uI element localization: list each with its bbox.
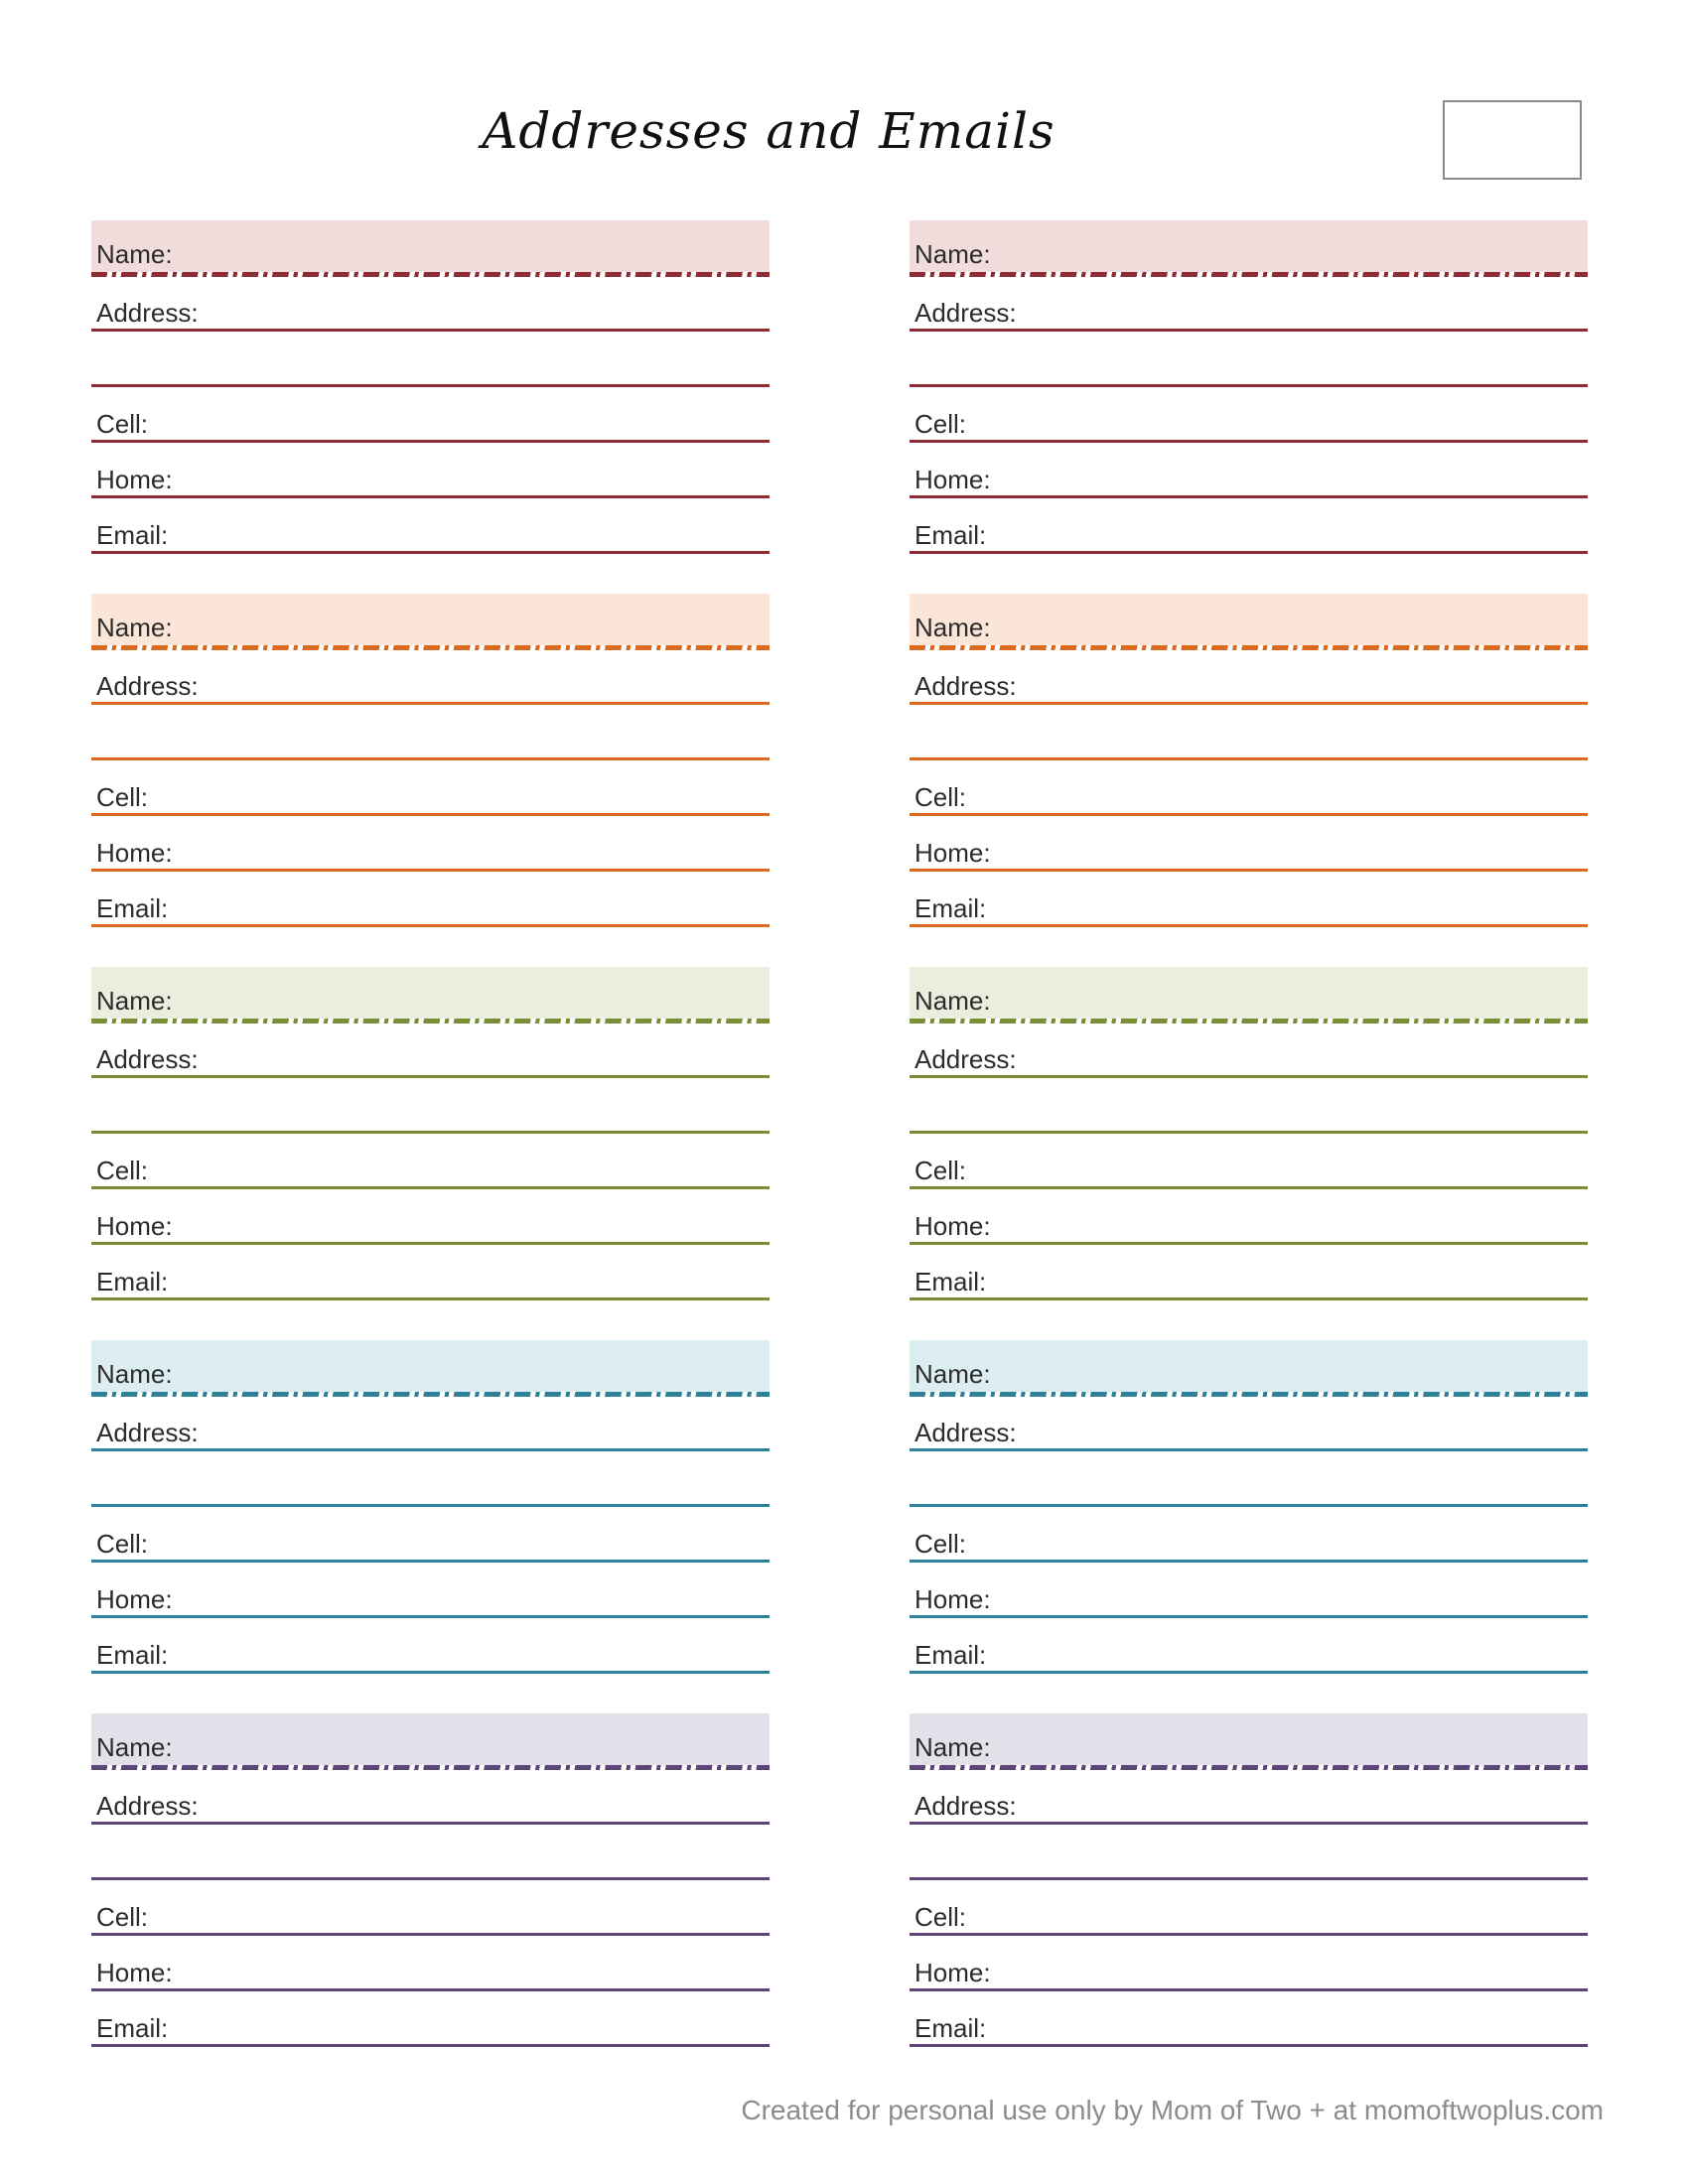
home-field[interactable] [91,443,770,498]
cell-field[interactable] [91,1134,770,1189]
address-line-2-field[interactable] [91,705,770,760]
address-line-2-field[interactable] [910,1825,1588,1880]
cell-label: Cell: [96,409,149,439]
address-field[interactable] [910,1396,1588,1451]
address-line-2-field[interactable] [91,1078,770,1134]
cell-label: Cell: [96,1529,149,1559]
email-field[interactable] [910,1991,1588,2047]
cell-field[interactable] [910,760,1588,816]
name-label: Name: [914,613,991,642]
email-label: Email: [96,520,169,550]
name-label: Name: [96,986,173,1016]
address-field[interactable] [91,1023,770,1078]
home-label: Home: [96,1211,173,1241]
name-field-background [91,1713,770,1765]
name-field[interactable] [910,1340,1588,1396]
home-field[interactable] [910,1189,1588,1245]
name-field[interactable] [91,220,770,276]
home-field[interactable] [910,443,1588,498]
name-label: Name: [96,1732,173,1762]
address-field[interactable] [91,276,770,332]
name-field[interactable] [910,220,1588,276]
email-label: Email: [914,893,987,923]
name-field-background [91,220,770,272]
name-field[interactable] [91,594,770,649]
home-field[interactable] [91,1189,770,1245]
contact-card-red [91,220,770,554]
address-line-2-field[interactable] [910,1451,1588,1507]
cell-field[interactable] [91,387,770,443]
name-field[interactable] [91,967,770,1023]
contact-card-green [91,967,770,1300]
name-field-background [910,1340,1588,1392]
name-field-background [91,967,770,1019]
address-field[interactable] [91,1396,770,1451]
name-field-background [91,1340,770,1392]
email-field[interactable] [910,872,1588,927]
corner-box [1443,100,1582,180]
address-field[interactable] [91,649,770,705]
contact-card-teal [910,1340,1588,1674]
email-field[interactable] [91,872,770,927]
name-label: Name: [914,986,991,1016]
cell-label: Cell: [914,409,967,439]
home-label: Home: [914,1211,991,1241]
address-label: Address: [96,671,199,701]
cell-label: Cell: [914,1529,967,1559]
email-label: Email: [914,1267,987,1297]
email-label: Email: [96,1267,169,1297]
home-field[interactable] [91,1936,770,1991]
page-title: Addresses and Emails [482,102,1055,160]
email-label: Email: [914,1640,987,1670]
address-label: Address: [96,298,199,328]
cell-field[interactable] [910,1134,1588,1189]
name-label: Name: [96,613,173,642]
address-label: Address: [914,1791,1017,1821]
address-field[interactable] [910,649,1588,705]
cell-field[interactable] [910,1507,1588,1563]
address-field[interactable] [910,276,1588,332]
address-label: Address: [96,1044,199,1074]
contact-card-purple [91,1713,770,2047]
name-field[interactable] [910,594,1588,649]
email-label: Email: [914,520,987,550]
address-label: Address: [914,298,1017,328]
home-label: Home: [96,1584,173,1614]
email-label: Email: [96,1640,169,1670]
address-line-2-field[interactable] [910,705,1588,760]
address-line-2-field[interactable] [910,332,1588,387]
cell-label: Cell: [96,1156,149,1185]
cell-label: Cell: [96,782,149,812]
contact-card-red [910,220,1588,554]
home-label: Home: [914,465,991,494]
home-label: Home: [96,838,173,868]
name-label: Name: [96,239,173,269]
address-field[interactable] [910,1023,1588,1078]
address-line-2-field[interactable] [91,332,770,387]
contact-card-purple [910,1713,1588,2047]
email-label: Email: [96,2013,169,2043]
address-field[interactable] [910,1769,1588,1825]
cell-field[interactable] [91,1507,770,1563]
email-field[interactable] [91,1618,770,1674]
email-field[interactable] [910,1245,1588,1300]
name-label: Name: [914,1732,991,1762]
name-label: Name: [914,239,991,269]
home-label: Home: [96,1958,173,1987]
home-label: Home: [914,1958,991,1987]
address-line-2-field[interactable] [91,1451,770,1507]
cell-label: Cell: [914,1156,967,1185]
name-label: Name: [914,1359,991,1389]
name-field-background [910,967,1588,1019]
address-label: Address: [914,671,1017,701]
contact-card-orange [910,594,1588,927]
address-label: Address: [914,1418,1017,1447]
email-field[interactable] [910,1618,1588,1674]
name-field[interactable] [910,967,1588,1023]
home-label: Home: [914,838,991,868]
name-field[interactable] [910,1713,1588,1769]
cell-field[interactable] [91,760,770,816]
contact-card-teal [91,1340,770,1674]
cell-field[interactable] [910,1880,1588,1936]
address-field[interactable] [91,1769,770,1825]
name-field-background [910,1713,1588,1765]
address-line-2-field[interactable] [91,1825,770,1880]
email-label: Email: [96,893,169,923]
email-field[interactable] [91,1991,770,2047]
cell-label: Cell: [914,1902,967,1932]
contact-card-green [910,967,1588,1300]
cell-label: Cell: [914,782,967,812]
home-label: Home: [914,1584,991,1614]
home-label: Home: [96,465,173,494]
address-label: Address: [96,1418,199,1447]
home-field[interactable] [91,816,770,872]
cell-field[interactable] [91,1880,770,1936]
home-field[interactable] [910,816,1588,872]
name-label: Name: [96,1359,173,1389]
name-field-background [910,220,1588,272]
home-field[interactable] [910,1563,1588,1618]
contact-card-orange [91,594,770,927]
cell-field[interactable] [910,387,1588,443]
email-field[interactable] [910,498,1588,554]
name-field[interactable] [91,1713,770,1769]
address-label: Address: [914,1044,1017,1074]
home-field[interactable] [910,1936,1588,1991]
cell-label: Cell: [96,1902,149,1932]
name-field-background [91,594,770,645]
address-line-2-field[interactable] [910,1078,1588,1134]
email-field[interactable] [91,498,770,554]
address-label: Address: [96,1791,199,1821]
footer-credit: Created for personal use only by Mom of Two + at momoftwoplus.com [741,2095,1604,2125]
name-field[interactable] [91,1340,770,1396]
email-label: Email: [914,2013,987,2043]
email-field[interactable] [91,1245,770,1300]
name-field-background [910,594,1588,645]
home-field[interactable] [91,1563,770,1618]
